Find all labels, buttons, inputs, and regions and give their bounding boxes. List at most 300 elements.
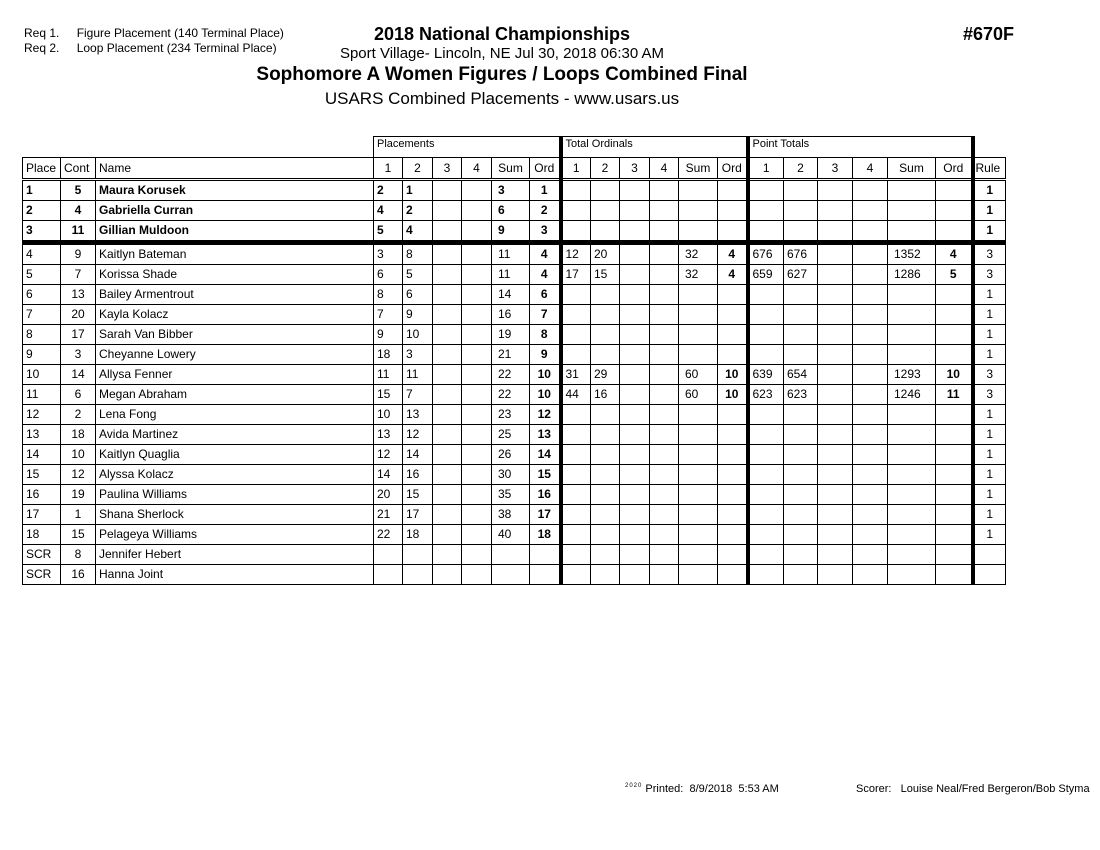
cell-p2: 14 xyxy=(403,445,433,465)
cell-ptord: 5 xyxy=(936,265,973,285)
cell-pord: 14 xyxy=(530,445,561,465)
col-ordinal-3: 3 xyxy=(620,158,650,180)
cell-t3 xyxy=(620,285,650,305)
cell-tord xyxy=(718,305,748,325)
cell-ptsum xyxy=(888,285,936,305)
cell-cont: 20 xyxy=(61,305,96,325)
cell-ptord xyxy=(936,425,973,445)
cell-cont: 9 xyxy=(61,243,96,265)
cell-pt3 xyxy=(818,365,853,385)
group-point-totals: Point Totals xyxy=(748,137,973,158)
cell-t1 xyxy=(561,285,591,305)
cell-p1: 6 xyxy=(374,265,403,285)
cell-ptord: 11 xyxy=(936,385,973,405)
cell-t1 xyxy=(561,505,591,525)
cell-tsum xyxy=(679,565,718,585)
cell-place: 12 xyxy=(23,405,61,425)
cell-pord: 2 xyxy=(530,201,561,221)
cell-rule: 1 xyxy=(973,305,1006,325)
cell-ptsum xyxy=(888,325,936,345)
cell-tsum: 32 xyxy=(679,265,718,285)
cell-ptsum xyxy=(888,505,936,525)
scorer-info xyxy=(856,783,1090,795)
cell-pt2 xyxy=(784,405,818,425)
cell-cont: 7 xyxy=(61,265,96,285)
cell-ptord xyxy=(936,545,973,565)
cell-pt4 xyxy=(853,265,888,285)
cell-name: Pelageya Williams xyxy=(96,525,374,545)
cell-p1: 18 xyxy=(374,345,403,365)
col-ordinal-4: 4 xyxy=(650,158,679,180)
cell-pt3 xyxy=(818,465,853,485)
cell-pt2 xyxy=(784,425,818,445)
cell-t3 xyxy=(620,565,650,585)
cell-t1 xyxy=(561,405,591,425)
cell-p1: 10 xyxy=(374,405,403,425)
cell-pt2 xyxy=(784,180,818,201)
cell-tord xyxy=(718,221,748,243)
cell-place: 8 xyxy=(23,325,61,345)
cell-ptsum: 1293 xyxy=(888,365,936,385)
cell-pt4 xyxy=(853,425,888,445)
cell-ptord xyxy=(936,445,973,465)
cell-rule: 3 xyxy=(973,365,1006,385)
cell-p3 xyxy=(433,305,462,325)
results-table xyxy=(22,136,1006,585)
cell-p4 xyxy=(462,325,492,345)
cell-t3 xyxy=(620,485,650,505)
table-row xyxy=(23,265,1006,285)
cell-rule: 1 xyxy=(973,465,1006,485)
cell-p3 xyxy=(433,465,462,485)
cell-t3 xyxy=(620,525,650,545)
cell-pt4 xyxy=(853,405,888,425)
cell-p3 xyxy=(433,405,462,425)
cell-pord xyxy=(530,565,561,585)
cell-ptsum xyxy=(888,485,936,505)
cell-p1: 3 xyxy=(374,243,403,265)
cell-rule: 3 xyxy=(973,385,1006,405)
cell-t1 xyxy=(561,445,591,465)
cell-t2: 16 xyxy=(591,385,620,405)
cell-p4 xyxy=(462,405,492,425)
cell-ptsum: 1352 xyxy=(888,243,936,265)
cell-t4 xyxy=(650,445,679,465)
cell-t4 xyxy=(650,485,679,505)
cell-pt3 xyxy=(818,325,853,345)
cell-pt2 xyxy=(784,305,818,325)
cell-tord xyxy=(718,345,748,365)
cell-name: Alyssa Kolacz xyxy=(96,465,374,485)
col-points-3: 3 xyxy=(818,158,853,180)
cell-p4 xyxy=(462,285,492,305)
table-row xyxy=(23,525,1006,545)
cell-p3 xyxy=(433,525,462,545)
table-row xyxy=(23,545,1006,565)
cell-p3 xyxy=(433,545,462,565)
cell-rule: 1 xyxy=(973,325,1006,345)
cell-pt1: 639 xyxy=(748,365,784,385)
division-title: Sophomore A Women Figures / Loops Combined Final xyxy=(256,64,748,85)
group-spacer xyxy=(23,137,374,158)
cell-tsum xyxy=(679,180,718,201)
col-place: Place xyxy=(23,158,61,180)
cell-psum: 6 xyxy=(492,201,530,221)
cell-tord xyxy=(718,180,748,201)
col-ordinal-2: 2 xyxy=(591,158,620,180)
cell-pt3 xyxy=(818,305,853,325)
cell-p3 xyxy=(433,345,462,365)
cell-pord: 13 xyxy=(530,425,561,445)
cell-t4 xyxy=(650,405,679,425)
cell-t1 xyxy=(561,425,591,445)
req-label: Req xyxy=(24,41,47,55)
cell-pt3 xyxy=(818,180,853,201)
cell-tsum xyxy=(679,305,718,325)
cell-place: 17 xyxy=(23,505,61,525)
cell-psum xyxy=(492,545,530,565)
cell-cont: 17 xyxy=(61,325,96,345)
cell-p3 xyxy=(433,505,462,525)
cell-name: Jennifer Hebert xyxy=(96,545,374,565)
table-row xyxy=(23,465,1006,485)
cell-cont: 10 xyxy=(61,445,96,465)
cell-p3 xyxy=(433,365,462,385)
cell-cont: 6 xyxy=(61,385,96,405)
cell-cont: 14 xyxy=(61,365,96,385)
cell-name: Korissa Shade xyxy=(96,265,374,285)
cell-p2: 18 xyxy=(403,525,433,545)
cell-tsum xyxy=(679,525,718,545)
cell-t3 xyxy=(620,243,650,265)
cell-pt1 xyxy=(748,201,784,221)
group-spacer xyxy=(973,137,1006,158)
cell-pt4 xyxy=(853,505,888,525)
cell-pord: 15 xyxy=(530,465,561,485)
cell-name: Hanna Joint xyxy=(96,565,374,585)
cell-p3 xyxy=(433,325,462,345)
cell-rule: 1 xyxy=(973,180,1006,201)
cell-pt4 xyxy=(853,285,888,305)
cell-pt1 xyxy=(748,180,784,201)
cell-p2: 11 xyxy=(403,365,433,385)
cell-pt1 xyxy=(748,325,784,345)
cell-place: 4 xyxy=(23,243,61,265)
cell-tsum: 60 xyxy=(679,365,718,385)
table-row xyxy=(23,325,1006,345)
table-row xyxy=(23,305,1006,325)
col-placement-sum: Sum xyxy=(492,158,530,180)
col-placement-3: 3 xyxy=(433,158,462,180)
cell-pt2 xyxy=(784,465,818,485)
cell-place: 15 xyxy=(23,465,61,485)
table-row xyxy=(23,180,1006,201)
cell-pt1 xyxy=(748,545,784,565)
cell-p2: 6 xyxy=(403,285,433,305)
cell-place: 7 xyxy=(23,305,61,325)
cell-cont: 1 xyxy=(61,505,96,525)
printed-info xyxy=(625,783,779,795)
cell-pt2 xyxy=(784,325,818,345)
cell-pt3 xyxy=(818,525,853,545)
cell-ptsum: 1286 xyxy=(888,265,936,285)
table-row xyxy=(23,445,1006,465)
cell-p4 xyxy=(462,365,492,385)
cell-ptord xyxy=(936,565,973,585)
cell-rule xyxy=(973,545,1006,565)
cell-t4 xyxy=(650,365,679,385)
cell-p4 xyxy=(462,425,492,445)
cell-p4 xyxy=(462,505,492,525)
cell-p1 xyxy=(374,565,403,585)
cell-tsum xyxy=(679,201,718,221)
cell-t1 xyxy=(561,180,591,201)
cell-t4 xyxy=(650,465,679,485)
cell-t1 xyxy=(561,545,591,565)
cell-ptord xyxy=(936,345,973,365)
cell-t3 xyxy=(620,465,650,485)
cell-pord: 6 xyxy=(530,285,561,305)
cell-ptord xyxy=(936,221,973,243)
col-placement-4: 4 xyxy=(462,158,492,180)
cell-t3 xyxy=(620,221,650,243)
cell-pt2 xyxy=(784,565,818,585)
cell-t4 xyxy=(650,285,679,305)
cell-cont: 13 xyxy=(61,285,96,305)
cell-t3 xyxy=(620,545,650,565)
cell-p1: 13 xyxy=(374,425,403,445)
cell-pord: 10 xyxy=(530,365,561,385)
cell-pord: 4 xyxy=(530,265,561,285)
cell-psum: 3 xyxy=(492,180,530,201)
col-placement-1: 1 xyxy=(374,158,403,180)
cell-t3 xyxy=(620,385,650,405)
cell-t1 xyxy=(561,345,591,365)
cell-pt4 xyxy=(853,243,888,265)
cell-pt3 xyxy=(818,243,853,265)
cell-t1: 44 xyxy=(561,385,591,405)
cell-tord xyxy=(718,201,748,221)
cell-pt4 xyxy=(853,180,888,201)
cell-p1: 12 xyxy=(374,445,403,465)
cell-psum xyxy=(492,565,530,585)
cell-p3 xyxy=(433,445,462,465)
cell-t2 xyxy=(591,425,620,445)
cell-name: Sarah Van Bibber xyxy=(96,325,374,345)
cell-pt2 xyxy=(784,505,818,525)
cell-tord xyxy=(718,445,748,465)
col-points-sum: Sum xyxy=(888,158,936,180)
cell-name: Kaitlyn Bateman xyxy=(96,243,374,265)
cell-tord xyxy=(718,565,748,585)
cell-pt1 xyxy=(748,405,784,425)
cell-t2 xyxy=(591,405,620,425)
cell-pt2 xyxy=(784,525,818,545)
report-subtitle: USARS Combined Placements - www.usars.us xyxy=(324,89,680,108)
cell-pord: 4 xyxy=(530,243,561,265)
cell-psum: 40 xyxy=(492,525,530,545)
cell-ptord xyxy=(936,285,973,305)
cell-t4 xyxy=(650,325,679,345)
cell-t1: 17 xyxy=(561,265,591,285)
cell-p2: 16 xyxy=(403,465,433,485)
cell-tsum xyxy=(679,285,718,305)
cell-p2 xyxy=(403,565,433,585)
cell-psum: 30 xyxy=(492,465,530,485)
cell-ptord xyxy=(936,180,973,201)
cell-t2 xyxy=(591,345,620,365)
cell-pt1: 676 xyxy=(748,243,784,265)
col-points-ord: Ord xyxy=(936,158,973,180)
cell-rule: 1 xyxy=(973,445,1006,465)
cell-place: 2 xyxy=(23,201,61,221)
cell-cont: 15 xyxy=(61,525,96,545)
cell-ptord xyxy=(936,305,973,325)
cell-t3 xyxy=(620,180,650,201)
cell-ptord xyxy=(936,525,973,545)
cell-pt3 xyxy=(818,201,853,221)
cell-rule: 1 xyxy=(973,201,1006,221)
cell-rule: 1 xyxy=(973,345,1006,365)
cell-cont: 11 xyxy=(61,221,96,243)
cell-p4 xyxy=(462,243,492,265)
cell-name: Cheyanne Lowery xyxy=(96,345,374,365)
req-text: Loop Placement (234 Terminal Place) xyxy=(76,41,277,55)
cell-t2: 29 xyxy=(591,365,620,385)
cell-t2: 15 xyxy=(591,265,620,285)
cell-pt1 xyxy=(748,305,784,325)
cell-rule: 1 xyxy=(973,221,1006,243)
cell-pt1 xyxy=(748,525,784,545)
cell-p1: 4 xyxy=(374,201,403,221)
cell-name: Megan Abraham xyxy=(96,385,374,405)
cell-t2 xyxy=(591,485,620,505)
cell-rule: 1 xyxy=(973,285,1006,305)
cell-t1 xyxy=(561,525,591,545)
cell-ptsum xyxy=(888,545,936,565)
cell-pt3 xyxy=(818,265,853,285)
cell-pt1 xyxy=(748,285,784,305)
cell-p2: 5 xyxy=(403,265,433,285)
col-ordinal-1: 1 xyxy=(561,158,591,180)
cell-t3 xyxy=(620,201,650,221)
cell-cont: 3 xyxy=(61,345,96,365)
cell-t1 xyxy=(561,201,591,221)
cell-p3 xyxy=(433,180,462,201)
cell-psum: 9 xyxy=(492,221,530,243)
cell-ptsum xyxy=(888,345,936,365)
cell-cont: 12 xyxy=(61,465,96,485)
cell-psum: 25 xyxy=(492,425,530,445)
cell-ptord xyxy=(936,405,973,425)
cell-psum: 21 xyxy=(492,345,530,365)
cell-pt4 xyxy=(853,365,888,385)
cell-p2: 15 xyxy=(403,485,433,505)
cell-pt4 xyxy=(853,565,888,585)
table-row xyxy=(23,425,1006,445)
cell-place: SCR xyxy=(23,545,61,565)
cell-ptsum xyxy=(888,221,936,243)
cell-p4 xyxy=(462,485,492,505)
cell-ptord: 4 xyxy=(936,243,973,265)
cell-p1 xyxy=(374,545,403,565)
cell-p3 xyxy=(433,425,462,445)
cell-name: Gabriella Curran xyxy=(96,201,374,221)
cell-t3 xyxy=(620,505,650,525)
cell-name: Allysa Fenner xyxy=(96,365,374,385)
cell-psum: 22 xyxy=(492,385,530,405)
table-row xyxy=(23,285,1006,305)
cell-ptord xyxy=(936,485,973,505)
cell-pt3 xyxy=(818,485,853,505)
cell-t2 xyxy=(591,505,620,525)
cell-t4 xyxy=(650,243,679,265)
cell-p1: 11 xyxy=(374,365,403,385)
cell-t3 xyxy=(620,365,650,385)
cell-t1 xyxy=(561,221,591,243)
cell-tord xyxy=(718,465,748,485)
req-text: Figure Placement (140 Terminal Place) xyxy=(76,26,284,40)
col-points-2: 2 xyxy=(784,158,818,180)
cell-rule: 1 xyxy=(973,405,1006,425)
cell-p1: 7 xyxy=(374,305,403,325)
cell-psum: 11 xyxy=(492,265,530,285)
printed-value: 8/9/2018 5:53 AM xyxy=(689,783,779,795)
cell-pt4 xyxy=(853,545,888,565)
cell-p2: 4 xyxy=(403,221,433,243)
cell-t2 xyxy=(591,285,620,305)
cell-p4 xyxy=(462,305,492,325)
cell-tord: 10 xyxy=(718,365,748,385)
cell-name: Maura Korusek xyxy=(96,180,374,201)
col-name: Name xyxy=(96,158,374,180)
cell-tsum xyxy=(679,445,718,465)
cell-place: SCR xyxy=(23,565,61,585)
cell-pord: 9 xyxy=(530,345,561,365)
cell-rule: 3 xyxy=(973,265,1006,285)
cell-psum: 16 xyxy=(492,305,530,325)
cell-p4 xyxy=(462,465,492,485)
col-ordinal-ord: Ord xyxy=(718,158,748,180)
cell-pt2: 654 xyxy=(784,365,818,385)
cell-pt2: 623 xyxy=(784,385,818,405)
cell-tord xyxy=(718,325,748,345)
cell-t3 xyxy=(620,325,650,345)
cell-t4 xyxy=(650,385,679,405)
cell-pord: 18 xyxy=(530,525,561,545)
cell-pt4 xyxy=(853,525,888,545)
cell-place: 13 xyxy=(23,425,61,445)
cell-p3 xyxy=(433,265,462,285)
table-row xyxy=(23,365,1006,385)
cell-ptord xyxy=(936,325,973,345)
cell-pt3 xyxy=(818,565,853,585)
cell-cont: 2 xyxy=(61,405,96,425)
cell-psum: 38 xyxy=(492,505,530,525)
cell-pord: 16 xyxy=(530,485,561,505)
cell-pord: 17 xyxy=(530,505,561,525)
cell-tord xyxy=(718,285,748,305)
cell-cont: 18 xyxy=(61,425,96,445)
cell-pt2 xyxy=(784,545,818,565)
cell-p3 xyxy=(433,485,462,505)
cell-name: Kayla Kolacz xyxy=(96,305,374,325)
cell-p1: 21 xyxy=(374,505,403,525)
req-index: 2. xyxy=(49,41,60,55)
col-ordinal-sum: Sum xyxy=(679,158,718,180)
cell-ptord xyxy=(936,201,973,221)
cell-pt3 xyxy=(818,345,853,365)
